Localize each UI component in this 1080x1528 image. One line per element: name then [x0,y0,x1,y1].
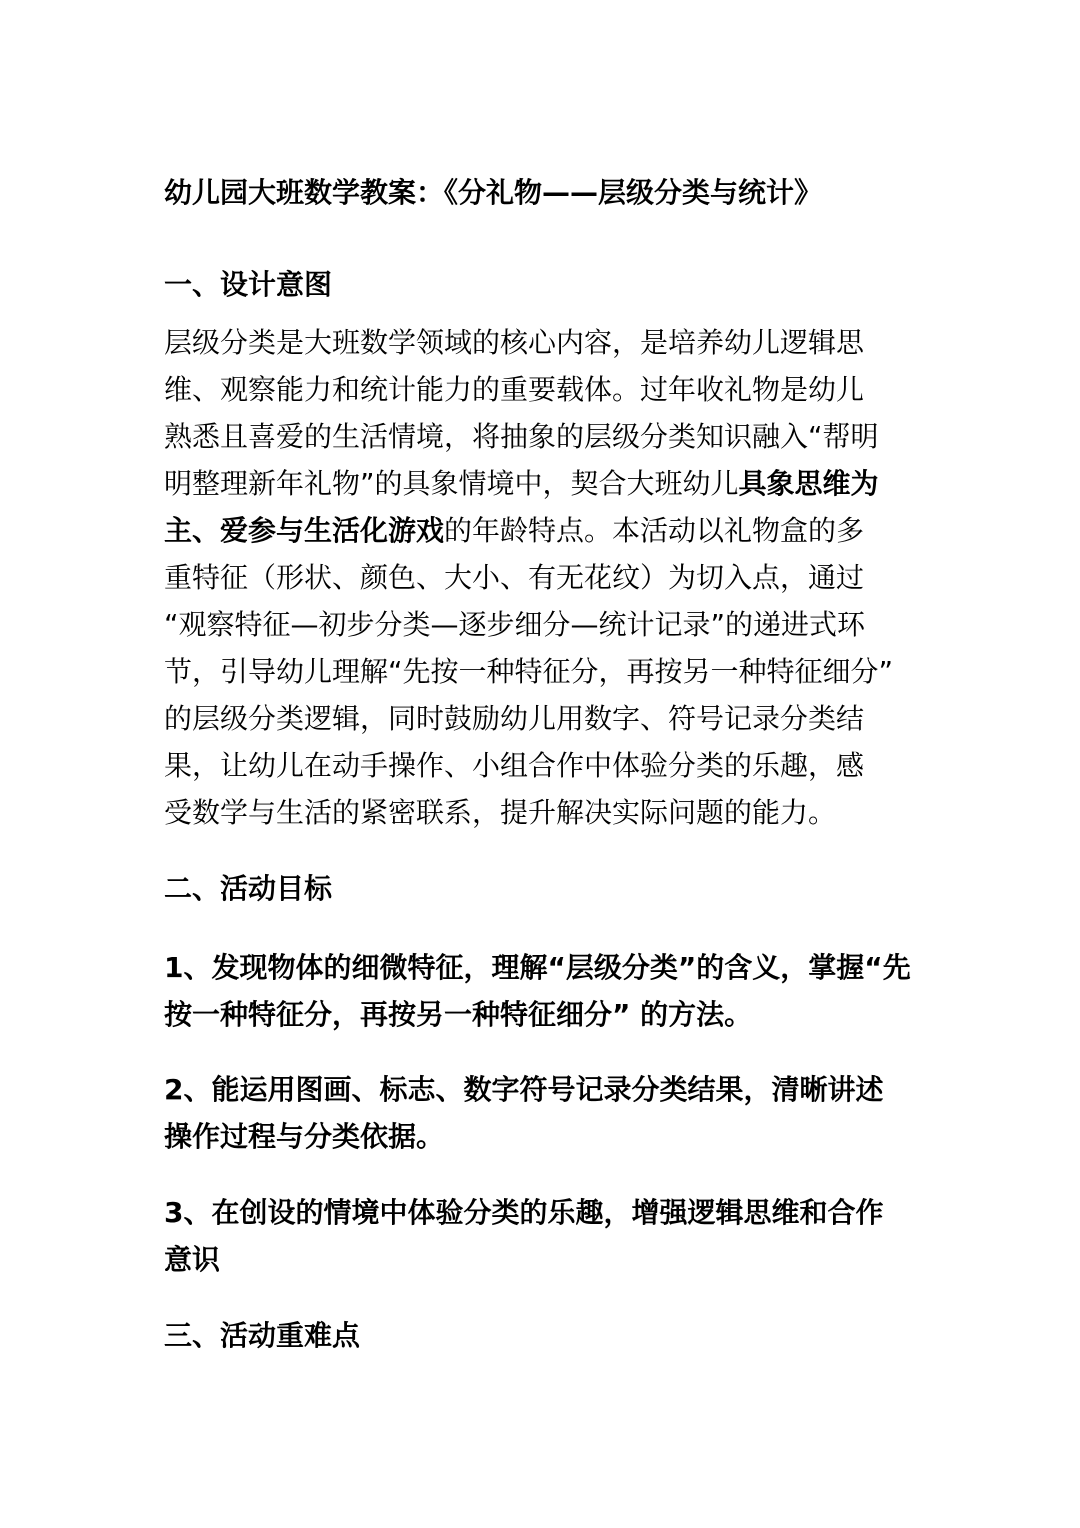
paragraph-line: “观察特征—初步分类—逐步细分—统计记录”的递进式环 [164,608,866,641]
paragraph-line: 主、爱参与生活化游戏的年龄特点。本活动以礼物盒的多 [164,514,865,547]
emphasis-text: 具象思维为 [738,467,879,500]
emphasis-text: 主、爱参与生活化游戏 [164,514,445,547]
document-title: 幼儿园大班数学教案：《分礼物——层级分类与统计》 [164,176,823,209]
paragraph-line: 明整理新年礼物”的具象情境中，契合大班幼儿具象思维为 [164,467,879,500]
goal-item-1: 1、发现物体的细微特征，理解“层级分类”的含义，掌握“先 按一种特征分，再按另一种特征细分” 的方法。 [164,951,911,1031]
section-heading-activity-goals: 二、活动目标 [164,872,333,905]
goal-item-3: 3、在创设的情境中体验分类的乐趣，增强逻辑思维和合作 意识 [164,1196,884,1276]
goal-item-2: 2、能运用图画、标志、数字符号记录分类结果，清晰讲述 操作过程与分类依据。 [164,1073,884,1153]
paragraph-line: 受数学与生活的紧密联系，提升解决实际问题的能力。 [164,796,837,829]
section-heading-design-intent: 一、设计意图 [164,268,333,301]
paragraph-line: 果，让幼儿在动手操作、小组合作中体验分类的乐趣，感 [164,749,865,782]
section-heading-key-difficulties: 三、活动重难点 [164,1319,361,1352]
paragraph-line: 的层级分类逻辑，同时鼓励幼儿用数字、符号记录分类结 [164,702,865,735]
paragraph-line: 层级分类是大班数学领域的核心内容，是培养幼儿逻辑思 [164,326,865,359]
design-intent-paragraph [164,319,924,836]
paragraph-line: 节，引导幼儿理解“先按一种特征分，再按另一种特征细分” [164,655,894,688]
paragraph-line: 熟悉且喜爱的生活情境，将抽象的层级分类知识融入“帮明 [164,420,879,453]
paragraph-line: 重特征（形状、颜色、大小、有无花纹）为切入点，通过 [164,561,865,594]
paragraph-line: 维、观察能力和统计能力的重要载体。过年收礼物是幼儿 [164,373,865,406]
